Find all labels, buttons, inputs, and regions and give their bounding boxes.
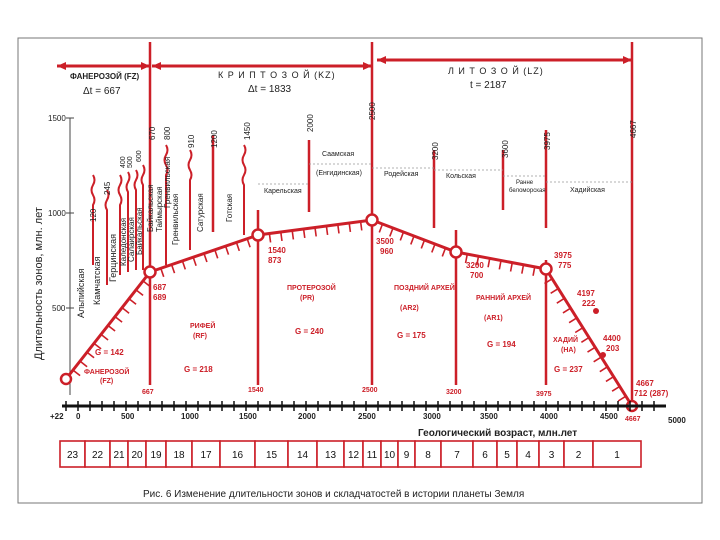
cycle-number: 20 xyxy=(131,450,143,461)
region-code-rf: (RF) xyxy=(193,333,207,340)
curve-hatch xyxy=(115,317,122,323)
curve-hatch xyxy=(390,228,393,236)
cycle-number: 18 xyxy=(173,450,185,461)
region-g-pr: G = 240 xyxy=(295,327,324,336)
cycle-number: 15 xyxy=(265,450,278,461)
folding-saturn: Сатурская xyxy=(196,193,205,232)
point-label-b-4: 775 xyxy=(558,261,572,270)
point-label-b-7: 712 (287) xyxy=(634,389,669,398)
x-tick-3000: 3000 xyxy=(423,412,441,421)
folding-kamchatka: Камчатская xyxy=(92,256,102,305)
top-label-4667: 4667 xyxy=(629,120,638,138)
eon-fz-dt: Δt = 667 xyxy=(83,86,121,97)
curve-hatch xyxy=(432,244,435,252)
curve-hatch xyxy=(73,370,80,376)
cycle-number: 9 xyxy=(403,450,410,461)
curve-hatch xyxy=(612,386,620,391)
top-label-910: 910 xyxy=(187,134,196,148)
folding-grenville-2: Гренвильская xyxy=(163,156,172,208)
x-tick-4000: 4000 xyxy=(540,412,558,421)
cycle-number: 11 xyxy=(366,450,378,461)
boundary-bottom-3200: 3200 xyxy=(446,389,462,396)
eon-header-kz xyxy=(152,62,372,95)
curve-hatch xyxy=(236,242,239,251)
cycle-number: 2 xyxy=(575,450,582,461)
cycle-number: 22 xyxy=(91,450,104,461)
curve-hatch xyxy=(581,338,589,343)
cycle-number: 10 xyxy=(383,450,396,461)
point-label-a-4: 3975 xyxy=(554,251,572,260)
curve-hatch xyxy=(101,334,108,340)
eon-fz-name: ФАНЕРОЗОЙ (FZ) xyxy=(70,72,140,81)
curve-hatch xyxy=(600,367,608,372)
curve-hatch xyxy=(488,258,490,267)
point-label-b-3: 700 xyxy=(470,271,484,280)
point-label-b-2: 960 xyxy=(380,247,394,256)
cycle-number: 13 xyxy=(324,450,337,461)
region-name-rf: РИФЕЙ xyxy=(190,323,216,330)
curve-hatch xyxy=(129,299,136,305)
x-tick-4500: 4500 xyxy=(600,412,618,421)
curve-hatch xyxy=(594,357,602,362)
point-label-a-2: 3500 xyxy=(376,237,394,246)
curve-hatch xyxy=(411,236,414,244)
x-tick-500: 500 xyxy=(121,412,135,421)
curve-hatch xyxy=(226,246,229,255)
y-tick-500: 500 xyxy=(52,304,66,313)
curve-hatch xyxy=(204,254,207,263)
x-tick-2000: 2000 xyxy=(298,412,316,421)
x-tick-0: 0 xyxy=(76,412,81,421)
curve-hatch xyxy=(551,289,559,294)
cycle-number: 16 xyxy=(231,450,244,461)
cycle-number: 1 xyxy=(614,450,620,461)
top-label-800: 800 xyxy=(163,126,172,140)
folding-early: Ранне xyxy=(516,180,534,186)
cycle-number: 12 xyxy=(347,450,360,461)
curve-hatch xyxy=(87,352,94,358)
curve-hatch xyxy=(499,261,501,270)
region-g-fz: G = 142 xyxy=(95,348,124,357)
curve-sub-node xyxy=(593,308,599,314)
folding-gothic: Готская xyxy=(225,193,234,222)
curve-hatch xyxy=(522,265,524,274)
region-name-fz: ФАНЕРОЗОЙ xyxy=(84,369,130,376)
region-name-ar2: ПОЗДНИЙ АРХЕЙ xyxy=(394,285,455,292)
curve-hatch xyxy=(557,298,565,303)
curve-node xyxy=(367,215,378,226)
cycle-number: 8 xyxy=(425,450,431,461)
region-g-rf: G = 218 xyxy=(184,365,213,374)
folding-grenville: Гренвильская xyxy=(171,193,180,245)
top-label-600: 600 xyxy=(136,150,143,162)
curve-node xyxy=(61,374,71,384)
eon-kz-name: К Р И П Т О З О Й (KZ) xyxy=(218,70,336,80)
curve-hatch xyxy=(182,261,185,270)
curve-node xyxy=(145,267,156,278)
folding-alpine: Альпийская xyxy=(76,268,86,318)
x-axis xyxy=(50,401,686,439)
boundary-bottom-667: 667 xyxy=(142,389,154,396)
cycle-number: 14 xyxy=(296,450,309,461)
curve-node xyxy=(541,264,552,275)
point-label-a-7: 4667 xyxy=(636,379,654,388)
boundary-bottom-3975: 3975 xyxy=(536,391,552,398)
point-label-a-1: 1540 xyxy=(268,246,286,255)
region-code-ha: (HA) xyxy=(561,347,576,354)
point-label-a-5: 4197 xyxy=(577,289,595,298)
x-tick-2500: 2500 xyxy=(358,412,376,421)
region-g-ar1: G = 194 xyxy=(487,340,516,349)
x-tick-+22: +22 xyxy=(50,412,64,421)
region-name-pr: ПРОТЕРОЗОЙ xyxy=(287,285,336,292)
cycle-number: 3 xyxy=(548,450,555,461)
curve-node xyxy=(253,230,264,241)
eon-lz-dt: t = 2187 xyxy=(470,80,507,91)
folding-taimyr: Таймырская xyxy=(155,186,164,232)
curve-hatch xyxy=(193,257,196,266)
top-label-120: 120 xyxy=(89,208,98,222)
folding-hadean: Хадийская xyxy=(570,187,605,194)
curve-hatch xyxy=(575,328,583,333)
folding-salair: Салаирская xyxy=(127,217,136,262)
eon-lz-name: Л И Т О З О Й (LZ) xyxy=(448,66,544,76)
region-code-fz: (FZ) xyxy=(100,378,114,385)
point-label-a-3: 3200 xyxy=(466,261,484,270)
curve-hatch xyxy=(108,326,115,332)
curve-hatch xyxy=(379,224,382,232)
folding-rodei: Родейская xyxy=(384,171,419,178)
curve-hatch xyxy=(122,308,129,314)
top-label-3975: 3975 xyxy=(543,132,552,150)
cycle-number: 17 xyxy=(200,450,212,461)
folding-hercynian: Герцинская xyxy=(108,234,118,282)
top-label-400: 400 xyxy=(120,156,127,168)
x-tick-3500: 3500 xyxy=(480,412,498,421)
folding-belomor: беломорская xyxy=(509,188,546,194)
folding-saam: Саамская xyxy=(322,151,355,158)
region-code-ar1: (AR1) xyxy=(484,315,503,322)
curve-hatch xyxy=(215,250,218,259)
cycle-number: 23 xyxy=(66,450,79,461)
cycle-number: 6 xyxy=(482,450,488,461)
top-label-670: 670 xyxy=(148,126,157,140)
curve-hatch xyxy=(80,361,87,367)
point-label-b-5: 222 xyxy=(582,299,596,308)
curve-hatch xyxy=(400,232,403,240)
y-axis-label: Длительность зонов, млн. лет xyxy=(33,207,45,360)
curve-hatch xyxy=(563,308,571,313)
boundary-bottom-1540: 1540 xyxy=(248,387,264,394)
point-label-b-0: 689 xyxy=(153,293,167,302)
curve-hatch xyxy=(588,347,596,352)
curve-hatch xyxy=(569,318,577,323)
x-tick-5000: 5000 xyxy=(668,416,686,425)
x-tick-1500: 1500 xyxy=(239,412,257,421)
folding-karelian: Карельская xyxy=(264,188,302,195)
eon-header-lz xyxy=(377,56,632,91)
curve-hatch xyxy=(136,290,143,296)
curve-hatch xyxy=(442,248,445,256)
point-labels xyxy=(153,237,669,398)
curve-hatch xyxy=(533,267,535,276)
curve-hatch xyxy=(606,377,614,382)
top-label-1200: 1200 xyxy=(210,130,219,148)
region-g-ha: G = 237 xyxy=(554,365,583,374)
folding-baikal: Байкальская xyxy=(135,207,144,255)
region-name-ar1: РАННИЙ АРХЕЙ xyxy=(476,295,532,302)
top-label-2500: 2500 xyxy=(368,102,377,120)
curve-hatch xyxy=(247,239,250,248)
y-tick-1000: 1000 xyxy=(48,209,66,218)
region-code-ar2: (AR2) xyxy=(400,305,419,312)
cycle-number: 19 xyxy=(150,450,162,461)
curve-hatch xyxy=(172,265,175,274)
region-code-pr: (PR) xyxy=(300,295,315,302)
curve-node xyxy=(451,247,462,258)
top-label-245: 245 xyxy=(103,181,112,195)
boundary-bottom-4667: 4667 xyxy=(625,416,641,423)
top-label-3600: 3600 xyxy=(501,140,510,158)
curve-hatch xyxy=(161,268,164,277)
point-label-b-6: 203 xyxy=(606,344,620,353)
y-tick-1500: 1500 xyxy=(48,114,66,123)
folding-engidin: (Енгидинская) xyxy=(316,170,362,177)
cycle-number: 21 xyxy=(113,450,125,461)
region-name-ha: ХАДИЙ xyxy=(553,337,579,344)
cycle-number: 7 xyxy=(454,450,460,461)
x-axis-label: Геологический возраст, млн.лет xyxy=(418,428,578,439)
top-label-2000: 2000 xyxy=(306,114,315,132)
top-label-1450: 1450 xyxy=(243,122,252,140)
folding-baikal-2: Байкальская xyxy=(146,184,155,232)
top-label-3200: 3200 xyxy=(431,142,440,160)
cycle-number: 5 xyxy=(504,450,510,461)
boundary-lines xyxy=(150,42,632,400)
cycle-row xyxy=(60,441,641,467)
eon-kz-dt: Δt = 1833 xyxy=(248,84,292,95)
region-g-ar2: G = 175 xyxy=(397,331,426,340)
curve-hatch xyxy=(421,240,424,248)
top-label-500: 500 xyxy=(127,156,134,168)
point-label-b-1: 873 xyxy=(268,256,282,265)
curve-hatch xyxy=(618,396,626,401)
folding-kola: Кольская xyxy=(446,173,476,180)
x-tick-1000: 1000 xyxy=(181,412,199,421)
figure-caption: Рис. 6 Изменение длительности зонов и складчатостей в истории планеты Земля xyxy=(143,489,525,500)
y-axis xyxy=(33,114,74,395)
boundary-bottom-2500: 2500 xyxy=(362,387,378,394)
cycle-number: 4 xyxy=(525,450,531,461)
curve-hatch xyxy=(511,263,513,272)
folding-caledonian: Каледонская xyxy=(119,217,128,266)
folding-separators xyxy=(258,164,632,184)
curve-layer xyxy=(61,215,637,412)
point-label-a-6: 4400 xyxy=(603,334,621,343)
eon-header-fz xyxy=(57,62,152,97)
point-label-a-0: 687 xyxy=(153,283,167,292)
